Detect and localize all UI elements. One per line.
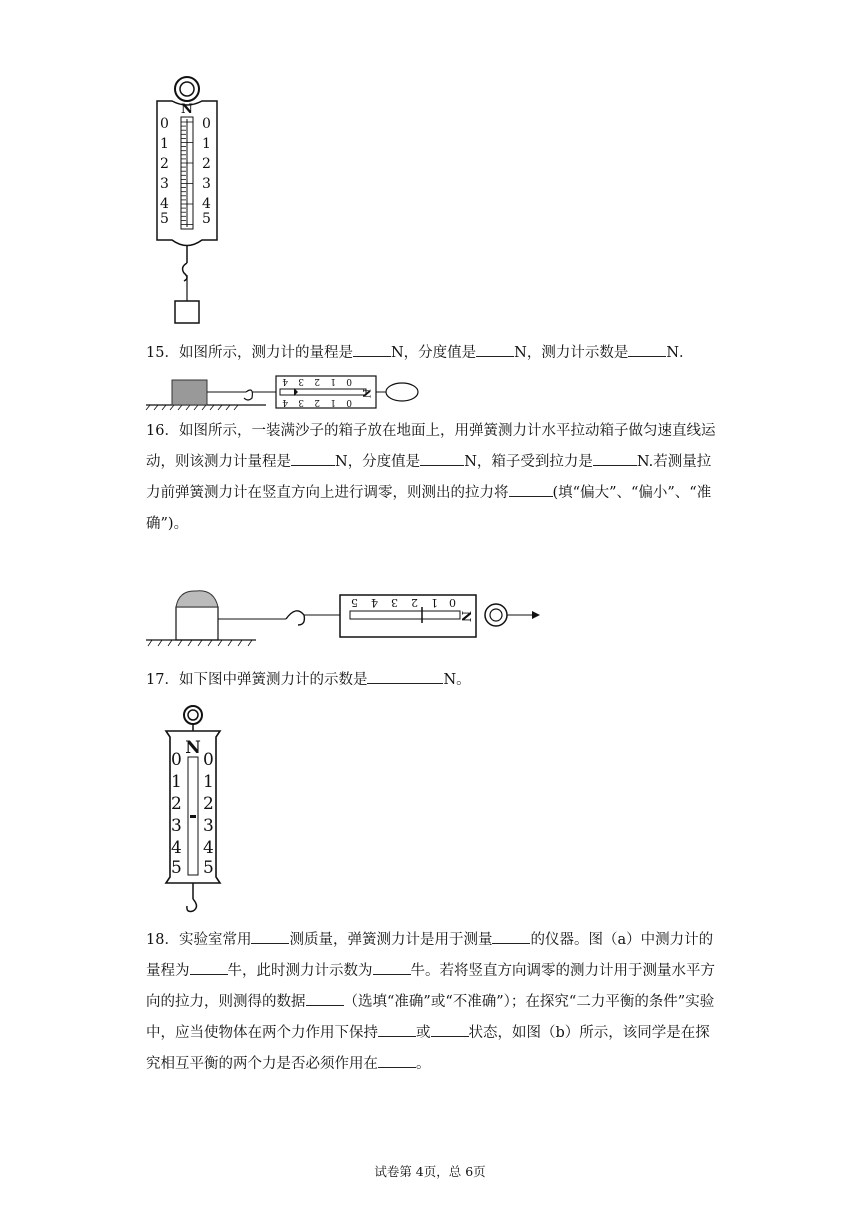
spring-scale-figure-3 <box>146 585 546 649</box>
answer-blank[interactable] <box>509 482 553 497</box>
question-text: 牛，此时测力计示数为 <box>227 963 373 979</box>
question-text: 如图所示，测力计的量程是 <box>178 345 353 361</box>
scale-label: 2 <box>202 156 211 172</box>
question-text: N，分度值是 <box>390 345 477 361</box>
question-number: 18． <box>146 932 179 948</box>
scale-label: 1 <box>203 772 214 792</box>
question-text: N，分度值是 <box>335 454 421 470</box>
question-text: 如下图中弹簧测力计的示数是 <box>178 672 368 688</box>
question-text: 。 <box>416 1056 431 1072</box>
scale-label: 0 <box>160 116 169 132</box>
question-text: N． <box>666 345 694 361</box>
question-text: 实验室常用 <box>178 932 252 948</box>
answer-blank[interactable] <box>476 342 514 357</box>
question-text: 状态，如图（b）所示，该同学是在探究相互平衡的两个力是否必须作用在 <box>146 1025 710 1072</box>
answer-blank[interactable] <box>492 929 530 944</box>
scale-label: 3 <box>160 176 169 192</box>
scale-label: 3 <box>203 816 214 836</box>
answer-blank[interactable] <box>431 1022 469 1037</box>
scale-label: 2 <box>160 156 169 172</box>
scale-label: 1 <box>431 596 438 609</box>
scale-label: 4 <box>203 838 214 858</box>
answer-blank[interactable] <box>593 451 637 466</box>
question-text: （选填“准确”或“不准确”）；在探究“二力平衡的条件”实验中，应当使物体在两个力作用下保持 <box>146 994 715 1041</box>
scale-label: 0 <box>202 116 211 132</box>
scale-label: 0 <box>203 750 214 770</box>
question-text: 测质量，弹簧测力计是用于测量 <box>289 932 493 948</box>
scale-label: 2 <box>314 397 320 407</box>
question-text: 的仪器。图（a）中测力计的量程为 <box>146 932 714 979</box>
question-text: N，箱子受到拉力是 <box>464 454 593 470</box>
question-16 <box>146 416 716 540</box>
scale-label: 4 <box>282 376 288 386</box>
scale-label: 4 <box>282 397 288 407</box>
scale-label: 4 <box>160 196 169 212</box>
answer-blank[interactable] <box>190 960 228 975</box>
scale-label: 0 <box>346 376 352 386</box>
spring-scale-figure-1 <box>150 75 230 327</box>
scale-label: 5 <box>202 211 211 227</box>
answer-blank[interactable] <box>420 451 464 466</box>
question-number: 17． <box>146 672 179 688</box>
fig-unit: N <box>185 738 201 758</box>
scale-label: 2 <box>314 376 320 386</box>
scale-label: 1 <box>330 376 336 386</box>
scale-label: 2 <box>411 596 418 609</box>
scale-label: 0 <box>171 750 182 770</box>
fig-unit: N <box>459 611 473 622</box>
question-text: 或 <box>416 1025 431 1041</box>
answer-blank[interactable] <box>251 929 289 944</box>
fig-unit: N <box>360 389 371 399</box>
scale-label: 1 <box>330 397 336 407</box>
answer-blank[interactable] <box>306 991 344 1006</box>
question-text: N，测力计示数是 <box>514 345 629 361</box>
question-17 <box>146 665 716 696</box>
spring-scale-figure-4 <box>160 703 230 915</box>
question-text: N。 <box>443 672 471 688</box>
scale-label: 4 <box>371 596 378 609</box>
answer-blank[interactable] <box>367 669 443 684</box>
answer-blank[interactable] <box>291 451 335 466</box>
answer-blank[interactable] <box>353 342 391 357</box>
answer-blank[interactable] <box>373 960 411 975</box>
scale-label: 5 <box>171 858 182 878</box>
scale-label: 0 <box>449 596 456 609</box>
scale-label: 5 <box>351 596 358 609</box>
scale-label: 3 <box>202 176 211 192</box>
page-footer: 试卷第 4页，总 6页 <box>374 1164 486 1179</box>
scale-label: 1 <box>160 136 169 152</box>
scale-label: 3 <box>171 816 182 836</box>
answer-blank[interactable] <box>378 1053 416 1068</box>
question-text: 如图所示，一装满沙子的箱子放在地面上，用弹簧测力计水平拉动箱子做匀速直线运动，则该测力计量程是 <box>146 423 716 470</box>
fig-unit: N <box>181 102 193 117</box>
scale-label: 2 <box>203 794 214 814</box>
scale-label: 5 <box>203 858 214 878</box>
scale-label: 4 <box>171 838 182 858</box>
answer-blank[interactable] <box>378 1022 416 1037</box>
scale-label: 3 <box>298 376 304 386</box>
scale-label: 4 <box>202 196 211 212</box>
scale-label: 2 <box>171 794 182 814</box>
question-number: 16． <box>146 423 179 439</box>
spring-scale-figure-2 <box>146 372 436 412</box>
answer-blank[interactable] <box>628 342 666 357</box>
scale-label: 1 <box>202 136 211 152</box>
scale-label: 1 <box>171 772 182 792</box>
scale-label: 3 <box>391 596 398 609</box>
question-text: (填“偏大”、“偏小”、“准确”)。 <box>146 485 712 532</box>
scale-label: 3 <box>298 397 304 407</box>
question-18 <box>146 925 716 1080</box>
question-text: 牛。若将竖直方向调零的测力计用于测量水平方向的拉力，则测得的数据 <box>146 963 715 1010</box>
question-number: 15． <box>146 345 179 361</box>
scale-label: 0 <box>346 397 352 407</box>
question-text: N.若测量拉力前弹簧测力计在竖直方向上进行调零，则测出的拉力将 <box>146 454 712 501</box>
question-15 <box>146 338 716 369</box>
scale-label: 5 <box>160 211 169 227</box>
